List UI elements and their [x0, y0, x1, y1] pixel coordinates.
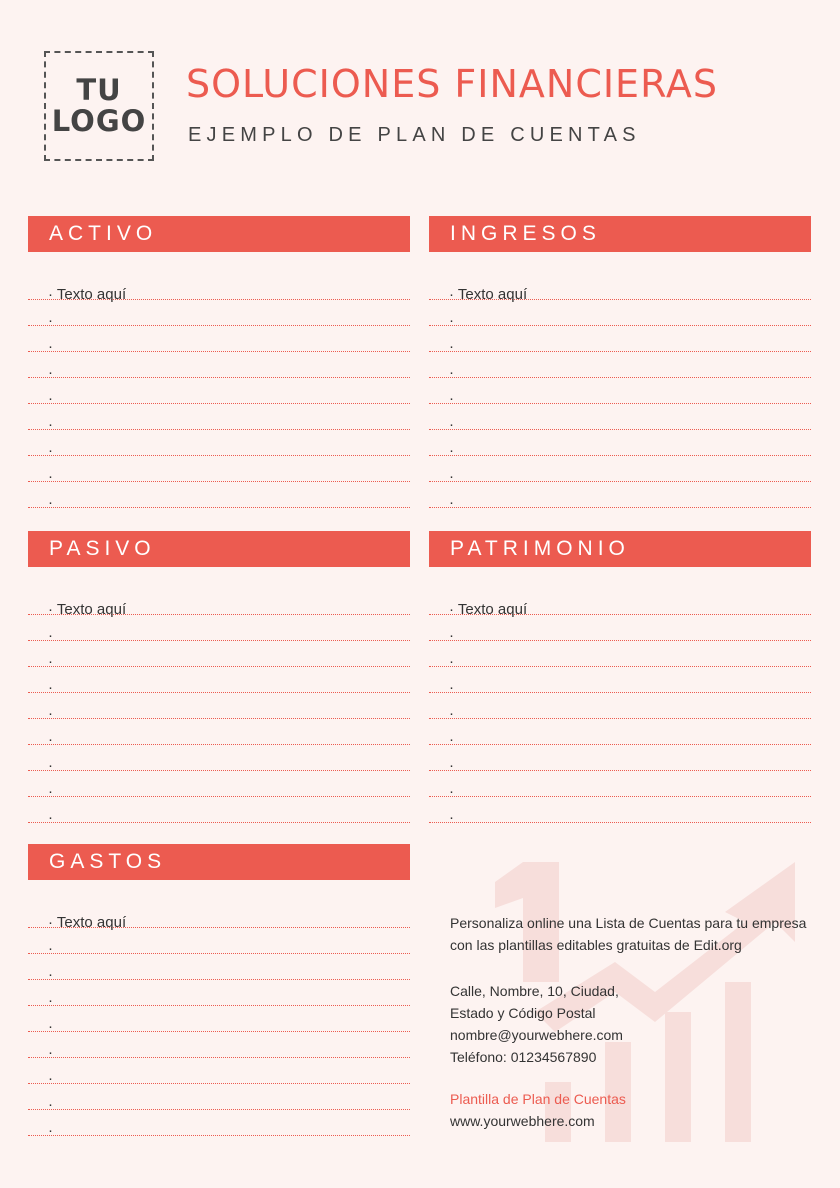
list-item[interactable]: · — [28, 1058, 410, 1084]
list-item[interactable]: · — [429, 797, 811, 823]
section-activo — [28, 216, 410, 511]
rows-pasivo — [28, 589, 410, 826]
list-item[interactable]: · — [28, 1032, 410, 1058]
list-item[interactable]: · — [28, 928, 410, 954]
footer-block — [450, 1088, 626, 1132]
list-item[interactable]: · — [28, 667, 410, 693]
list-item[interactable]: · — [28, 771, 410, 797]
list-item[interactable]: · — [28, 980, 410, 1006]
list-item[interactable]: · Texto aquí — [28, 589, 410, 615]
rows-ingresos — [429, 274, 811, 511]
list-item[interactable]: · — [429, 378, 811, 404]
list-item[interactable]: · — [429, 745, 811, 771]
list-item[interactable]: · Texto aquí — [429, 274, 811, 300]
section-gastos — [28, 844, 410, 1139]
list-item[interactable]: · — [28, 1110, 410, 1136]
section-patrimonio — [429, 531, 811, 826]
website-link[interactable]: www.yourwebhere.com — [450, 1113, 595, 1129]
list-item[interactable]: · — [429, 693, 811, 719]
list-item[interactable]: · — [429, 352, 811, 378]
list-item[interactable]: · — [28, 300, 410, 326]
rows-activo — [28, 274, 410, 511]
list-item[interactable]: · — [28, 615, 410, 641]
list-item[interactable]: · — [429, 404, 811, 430]
promo-line: con las plantillas editables gratuitas de Edit.org — [450, 937, 742, 953]
list-item[interactable]: · — [28, 719, 410, 745]
section-title-pasivo: PASIVO — [28, 531, 410, 567]
list-item[interactable]: · — [429, 771, 811, 797]
list-item[interactable]: · — [28, 326, 410, 352]
promo-text — [450, 912, 806, 956]
list-item[interactable]: · — [28, 797, 410, 823]
list-item[interactable]: · — [28, 482, 410, 508]
list-item[interactable]: · — [28, 745, 410, 771]
rows-patrimonio — [429, 589, 811, 826]
logo-placeholder — [44, 51, 154, 161]
address-line: Estado y Código Postal — [450, 1005, 596, 1021]
list-item[interactable]: · — [429, 430, 811, 456]
page-subtitle: EJEMPLO DE PLAN DE CUENTAS — [188, 124, 641, 146]
list-item[interactable]: · — [28, 352, 410, 378]
list-item[interactable]: · — [28, 1084, 410, 1110]
list-item[interactable]: · — [28, 641, 410, 667]
list-item[interactable]: · — [28, 378, 410, 404]
page-title: SOLUCIONES FINANCIERAS — [186, 62, 719, 106]
logo-text-line2: LOGO — [51, 104, 147, 138]
phone-text: Teléfono: 01234567890 — [450, 1049, 597, 1065]
list-item[interactable]: · — [429, 667, 811, 693]
list-item[interactable]: · Texto aquí — [429, 589, 811, 615]
template-label: Plantilla de Plan de Cuentas — [450, 1091, 626, 1107]
list-item[interactable]: · — [429, 615, 811, 641]
promo-line: Personaliza online una Lista de Cuentas para tu empresa — [450, 915, 807, 931]
list-item[interactable]: · Texto aquí — [28, 902, 410, 928]
logo-text-line1: TU — [76, 73, 122, 107]
section-ingresos — [429, 216, 811, 511]
list-item[interactable]: · Texto aquí — [28, 274, 410, 300]
rows-gastos — [28, 902, 410, 1139]
section-pasivo — [28, 531, 410, 826]
list-item[interactable]: · — [429, 456, 811, 482]
list-item[interactable]: · — [429, 326, 811, 352]
list-item[interactable]: · — [429, 719, 811, 745]
list-item[interactable]: · — [28, 693, 410, 719]
list-item[interactable]: · — [28, 456, 410, 482]
section-title-activo: ACTIVO — [28, 216, 410, 252]
list-item[interactable]: · — [28, 430, 410, 456]
email-text[interactable]: nombre@yourwebhere.com — [450, 1027, 623, 1043]
list-item[interactable]: · — [429, 482, 811, 508]
list-item[interactable]: · — [28, 404, 410, 430]
list-item[interactable]: · — [28, 1006, 410, 1032]
contact-block — [450, 980, 623, 1068]
address-line: Calle, Nombre, 10, Ciudad, — [450, 983, 619, 999]
list-item[interactable]: · — [429, 300, 811, 326]
list-item[interactable]: · — [28, 954, 410, 980]
section-title-ingresos: INGRESOS — [429, 216, 811, 252]
section-title-patrimonio: PATRIMONIO — [429, 531, 811, 567]
section-title-gastos: GASTOS — [28, 844, 410, 880]
list-item[interactable]: · — [429, 641, 811, 667]
